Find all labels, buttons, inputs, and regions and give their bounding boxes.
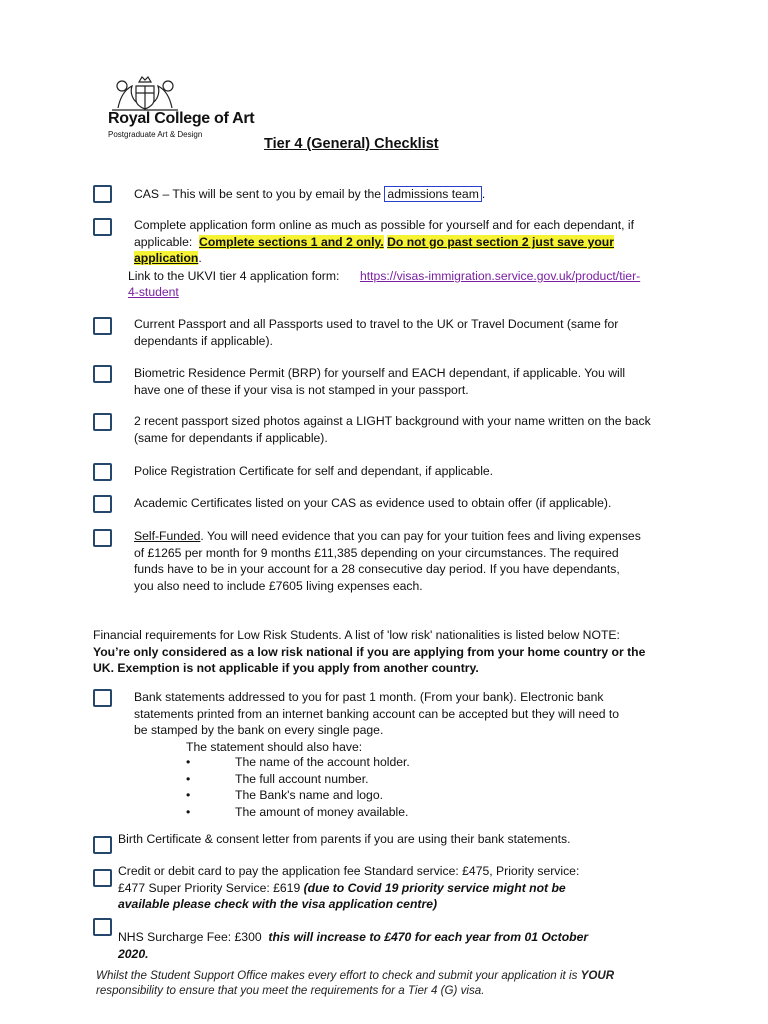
financial-requirements [93,627,693,677]
item-brp [134,365,675,398]
item-cas-end: . [481,187,486,201]
highlight-sections: Complete sections 1 and 2 only. [199,234,384,249]
highlight-do-not-go-past: Do not go past section 2 just save your [387,234,614,249]
bullet-text-1: The name of the account holder. [235,755,410,769]
checkbox-nhs-surcharge[interactable] [93,918,112,936]
item-academic: Academic Certificates listed on your CAS as evidence used to obtain offer (if applicable). [134,496,612,510]
bullet-text-4: The amount of money available. [235,804,409,819]
item-passport [134,316,675,349]
bank-line2: statements printed from an internet banking account can be accepted but they will need to [134,706,620,721]
checkbox-self-funded[interactable] [93,529,112,547]
application-line3 [134,250,675,267]
item-cas-text: CAS – This will be sent to you by email by the [134,187,385,201]
self-funded-label: Self-Funded [134,529,201,543]
ukvi-link-row [128,268,339,285]
item-application-form [134,217,675,267]
item-nhs-surcharge [118,929,678,962]
ukvi-link-part1[interactable]: https://visas-immigration.service.gov.uk/product/tier- [360,269,641,283]
card-line2-text: £477 Super Priority Service: £619 [118,880,304,895]
footer-line1-text: Whilst the Student Support Office makes every effort to check and submit your application it is [96,969,581,982]
bank-line1: Bank statements addressed to you for past 1 month. (From your bank). Electronic bank [134,690,604,704]
financial-line2: You’re only considered as a low risk national if you are applying from your home country or the [93,644,646,659]
card-line2 [118,880,678,897]
passport-line1: Current Passport and all Passports used to travel to the UK or Travel Document (same for [134,317,619,331]
bank-line4: The statement should also have: [186,739,363,754]
card-line3: available please check with the visa application centre) [118,897,438,912]
photos-line1: 2 recent passport sized photos against a LIGHT background with your name written on the back [134,414,651,428]
brp-line2: have one of these if your visa is not stamped in your passport. [134,382,469,397]
item-birth-certificate: Birth Certificate & consent letter from parents if you are using their bank statements. [118,832,571,846]
bullet-text-2: The full account number. [235,771,369,786]
checkbox-cas[interactable] [93,185,112,203]
page-title: Tier 4 (General) Checklist [264,136,439,152]
footer-your: YOUR [580,969,615,982]
footer-line2: responsibility to ensure that you meet the requirements for a Tier 4 (G) visa. [96,984,485,997]
brp-line1: Biometric Residence Permit (BRP) for yourself and EACH dependant, if applicable. You will [134,366,626,380]
checkbox-academic[interactable] [93,495,112,513]
financial-line1: Financial requirements for Low Risk Students. A list of 'low risk' nationalities is listed below NOTE: [93,628,620,642]
selffunded-line1-text: . You will need evidence that you can pay for your tuition fees and living expenses [200,529,641,543]
ukvi-link-continued[interactable] [128,284,179,301]
application-line3-end: . [198,251,202,266]
item-card-payment [118,863,678,913]
checkbox-card-payment[interactable] [93,869,112,887]
passport-line2: dependants if applicable). [134,333,273,348]
bullet-1: • [186,755,191,769]
nhs-line2: 2020. [118,946,149,961]
footer-disclaimer [96,968,696,998]
ukvi-link-label: Link to the UKVI tier 4 application form: [128,269,340,283]
application-line2-pre: applicable: [134,234,200,249]
highlight-application: application [134,251,199,266]
selffunded-line1 [134,528,675,545]
application-line1: Complete application form online as much as possible for yourself and for each dependant, if [134,218,634,232]
item-self-funded [134,528,675,594]
item-photos [134,413,675,446]
ukvi-link-part2[interactable]: 4-student [128,285,179,299]
brand-name: Royal College of Art [108,110,255,127]
checkbox-passport[interactable] [93,317,112,335]
application-line2 [134,234,675,251]
list-item [186,771,410,788]
nhs-line1 [118,929,678,946]
checkbox-birth-certificate[interactable] [93,836,112,854]
checkbox-police[interactable] [93,463,112,481]
ukvi-link[interactable] [360,268,640,285]
item-police: Police Registration Certificate for self and dependant, if applicable. [134,464,494,478]
footer-line1 [96,968,696,983]
bullet-4: • [186,804,191,819]
admissions-team-label: admissions team [384,186,481,202]
royal-crest-icon [108,72,182,112]
checkbox-bank-statements[interactable] [93,689,112,707]
selffunded-line4: you also need to include £7605 living expenses each. [134,578,423,593]
financial-line3: UK. Exemption is not applicable if you apply from another country. [93,661,479,676]
nhs-note: this will increase to £470 for each year from 01 October [268,930,589,944]
bank-line3: be stamped by the bank on every single page. [134,723,384,738]
brand-tagline: Postgraduate Art & Design [108,130,203,139]
card-line1: Credit or debit card to pay the application fee Standard service: £475, Priority service: [118,864,580,878]
checkbox-photos[interactable] [93,413,112,431]
selffunded-line3: funds have to be in your account for a 28 consecutive day period. If you have dependants, [134,562,620,577]
bullet-2: • [186,771,191,786]
card-line2-note: (due to Covid 19 priority service might not be [303,880,566,895]
nhs-text: NHS Surcharge Fee: £300 [118,930,269,944]
bullet-3: • [186,788,191,802]
bullet-text-3: The Bank's name and logo. [235,788,383,802]
item-cas [134,186,485,203]
bank-bullet-list [186,754,410,820]
item-bank-statements [134,689,694,755]
list-item [186,804,410,821]
photos-line2: (same for dependants if applicable). [134,430,328,445]
list-item [186,754,410,771]
checkbox-brp[interactable] [93,365,112,383]
selffunded-line2: of £1265 per month for 9 months £11,385 depending on your circumstances. The required [134,545,619,560]
list-item [186,787,410,804]
checkbox-application-form[interactable] [93,218,112,236]
